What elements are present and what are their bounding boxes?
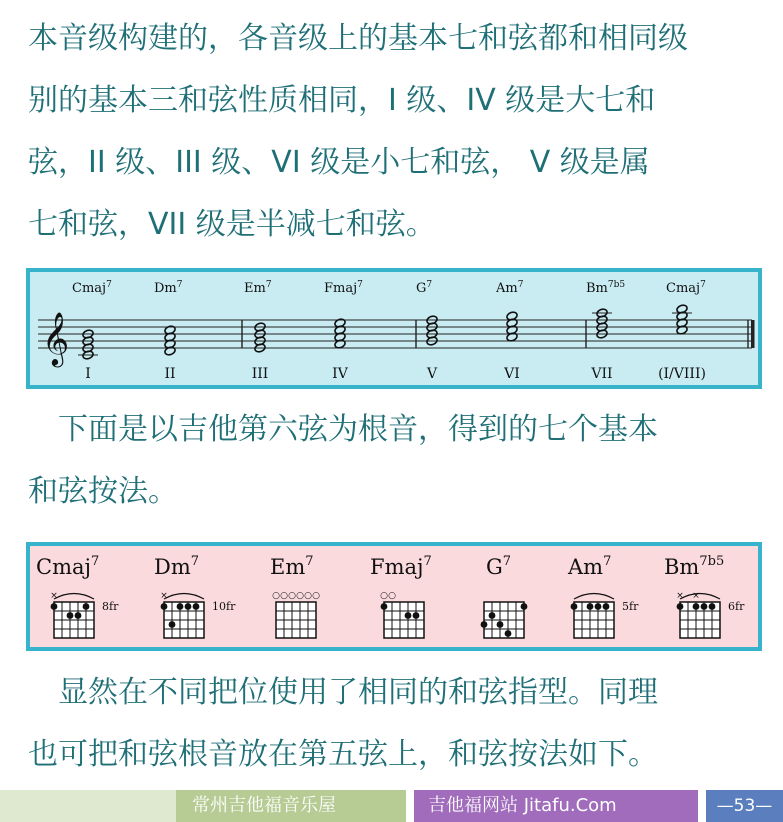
muted-string-icon: × <box>50 591 58 601</box>
chord-box-name: Cmaj$^7$ <box>36 554 100 579</box>
staff-chord-name: Am$^7$ <box>496 280 524 296</box>
paragraph-line: 七和弦，VII 级是半减七和弦。 <box>28 207 436 242</box>
fret-position-label: 6fr <box>728 600 745 613</box>
staff-chord-name: $Bm^{7b5}$ <box>586 280 626 296</box>
scale-degree-label: I <box>85 366 91 382</box>
scale-degree-label: VII <box>591 366 613 382</box>
staff-chord-name: Cmaj$^7$ <box>666 280 706 296</box>
final-barline <box>751 320 755 348</box>
finger-dot <box>595 603 602 610</box>
footer-shop-name: 常州吉他福音乐屋 <box>176 790 406 822</box>
finger-dot <box>603 603 610 610</box>
footer-website[interactable]: 吉他福网站 Jitafu.Com <box>414 790 698 822</box>
closing-paragraph <box>28 662 763 786</box>
treble-clef-icon: 𝄞 <box>42 311 70 365</box>
open-string-icon: ○ <box>296 591 304 601</box>
open-string-icon: ○ <box>312 591 320 601</box>
paragraph-line: 和弦按法。 <box>28 474 178 509</box>
paragraph-line: 本音级构建的，各音级上的基本七和弦都和相同级 <box>28 21 688 56</box>
chord-box-diagram <box>272 584 328 646</box>
finger-dot <box>83 603 90 610</box>
chord-box-diagram <box>676 584 732 646</box>
chord-box-name: Fmaj$^7$ <box>370 554 432 579</box>
paragraph-line: 显然在不同把位使用了相同的和弦指型。同理 <box>28 675 658 710</box>
finger-dot <box>505 630 512 637</box>
scale-degree-label: (I/VIII) <box>658 366 706 382</box>
finger-dot <box>75 612 82 619</box>
open-string-icon: ○ <box>280 591 288 601</box>
muted-string-icon: × <box>692 591 700 601</box>
scale-degree-label: III <box>251 366 269 382</box>
fret-position-label: 5fr <box>622 600 639 613</box>
staff-chord <box>334 318 346 349</box>
staff-notation <box>30 272 758 385</box>
staff-chord-name: Cmaj$^7$ <box>72 280 112 296</box>
finger-dot <box>701 603 708 610</box>
scale-degree-label: VI <box>504 366 520 382</box>
open-string-icon: ○ <box>388 591 396 601</box>
chord-box-name: $G^7$ <box>486 554 512 579</box>
middle-paragraph <box>28 399 763 523</box>
staff-notation-panel <box>26 268 762 389</box>
paragraph-line: 下面是以吉他第六弦为根音，得到的七个基本 <box>28 412 658 447</box>
fret-position-label: 8fr <box>102 600 119 613</box>
paragraph-line: 也可把和弦根音放在第五弦上，和弦按法如下。 <box>28 737 658 772</box>
finger-dot <box>169 621 176 628</box>
finger-dot <box>481 621 488 628</box>
finger-dot <box>587 603 594 610</box>
scale-degree-label: V <box>426 366 438 382</box>
footer-blank-block <box>0 790 176 822</box>
paragraph-line: 弦，II 级、III 级、VI 级是小七和弦， V 级是属 <box>28 145 650 180</box>
finger-dot <box>177 603 184 610</box>
chord-box-diagram <box>480 584 536 646</box>
scale-degree-label: IV <box>332 366 348 382</box>
scale-degree-label: II <box>164 366 176 382</box>
chord-box-name: Dm$^7$ <box>154 554 200 579</box>
chord-box-name: $Bm^{7b5}$ <box>664 554 725 579</box>
open-string-icon: ○ <box>288 591 296 601</box>
finger-dot <box>693 603 700 610</box>
chord-box-diagram <box>570 584 626 646</box>
page-number: —53— <box>706 790 783 822</box>
finger-dot <box>571 603 578 610</box>
barre-arc <box>574 594 614 600</box>
open-string-icon: ○ <box>304 591 312 601</box>
staff-chord-name: Em$^7$ <box>244 280 272 296</box>
paragraph-line: 别的基本三和弦性质相同，I 级、IV 级是大七和 <box>28 83 656 118</box>
finger-dot <box>489 612 496 619</box>
staff-chord-name: Fmaj$^7$ <box>324 280 363 296</box>
finger-dot <box>185 603 192 610</box>
finger-dot <box>161 603 168 610</box>
staff-chord <box>506 311 518 342</box>
staff-chord-name: Dm$^7$ <box>154 280 183 296</box>
finger-dot <box>709 603 716 610</box>
page-footer <box>0 790 783 822</box>
finger-dot <box>521 603 528 610</box>
finger-dot <box>413 612 420 619</box>
finger-dot <box>677 603 684 610</box>
barre-arc <box>680 594 720 600</box>
chord-box-diagram <box>50 584 106 646</box>
finger-dot <box>405 612 412 619</box>
chord-box-name: Em$^7$ <box>270 554 314 579</box>
fret-position-label: 10fr <box>212 600 236 613</box>
muted-string-icon: × <box>160 591 168 601</box>
finger-dot <box>193 603 200 610</box>
chord-box-name: Am$^7$ <box>568 554 612 579</box>
chord-diagrams-panel <box>26 542 762 651</box>
barre-arc <box>54 594 94 600</box>
finger-dot <box>51 603 58 610</box>
open-string-icon: ○ <box>380 591 388 601</box>
barre-arc <box>164 594 204 600</box>
staff-chord-name: $G^7$ <box>416 280 433 296</box>
intro-paragraph <box>28 8 763 256</box>
finger-dot <box>381 603 388 610</box>
finger-dot <box>497 621 504 628</box>
muted-string-icon: × <box>676 591 684 601</box>
chord-box-diagram <box>160 584 216 646</box>
chord-box-diagram <box>380 584 436 646</box>
open-string-icon: ○ <box>272 591 280 601</box>
finger-dot <box>67 612 74 619</box>
staff-chord <box>164 325 176 356</box>
